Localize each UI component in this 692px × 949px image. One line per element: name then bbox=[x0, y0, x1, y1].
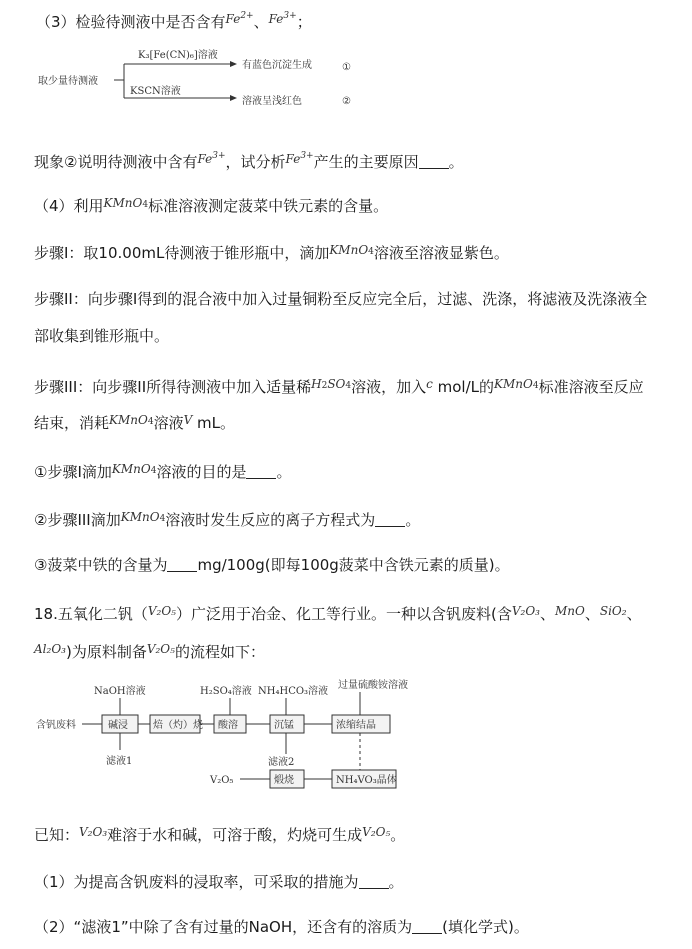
filt1-label: 滤液1 bbox=[106, 756, 133, 767]
q18-a: 18.五氧化二钒（ bbox=[34, 605, 148, 623]
h2so4-label: H₂SO₄溶液 bbox=[200, 686, 252, 697]
ammonium-label: 过量硫酸铵溶液 bbox=[338, 680, 408, 691]
p1-end: 。 bbox=[388, 873, 404, 891]
branch2-reagent: KSCN溶液 bbox=[130, 86, 181, 97]
answer-blank[interactable] bbox=[375, 511, 405, 527]
step2-line2: 部收集到锥形瓶中。 bbox=[34, 327, 170, 345]
answer-blank[interactable] bbox=[246, 463, 276, 479]
q18-sep3: 、 bbox=[626, 605, 642, 623]
branch1-num: ① bbox=[342, 62, 351, 73]
step3-l2a: 结束，消耗 bbox=[34, 414, 110, 432]
precip-label: 沉锰 bbox=[274, 720, 294, 731]
conc-label: 浓缩结晶 bbox=[336, 720, 376, 731]
q4-b: 标准溶液测定菠菜中铁元素的含量。 bbox=[148, 197, 389, 215]
q4-a: （4）利用 bbox=[34, 197, 104, 215]
diagram-start: 取少量待测液 bbox=[38, 76, 98, 87]
sio2-formula: SiO₂ bbox=[599, 604, 627, 618]
sub2-end: 。 bbox=[405, 511, 421, 529]
v2o5-formula: V₂O₅ bbox=[147, 604, 176, 618]
step3-c: mol/L的 bbox=[432, 378, 495, 396]
step3-d: 标准溶液至反应 bbox=[538, 378, 644, 396]
mno-formula: MnO bbox=[554, 604, 585, 618]
sub1-b: 溶液的目的是 bbox=[156, 463, 247, 481]
step1-a: 步骤I：取10.00mL待测液于锥形瓶中，滴加 bbox=[34, 244, 330, 262]
step3-line2 bbox=[34, 410, 235, 433]
naoh-label: NaOH溶液 bbox=[94, 686, 146, 697]
step2-line1: 步骤II：向步骤I得到的混合液中加入过量铜粉至反应完全后，过滤、洗涤，将滤液及洗涤液全 bbox=[34, 290, 648, 308]
filt2-label: 滤液2 bbox=[268, 757, 295, 768]
kmno4-formula: KMnO4 bbox=[120, 510, 166, 524]
sub2-line bbox=[34, 507, 420, 530]
fe3-formula-2: Fe3+ bbox=[285, 151, 314, 166]
step3-line1 bbox=[34, 374, 644, 397]
p2-a: （2）“滤液1”中除了含有过量的NaOH，还含有的溶质为 bbox=[34, 918, 413, 936]
kmno4-formula: KMnO4 bbox=[109, 413, 154, 427]
v2o3-formula-2: V₂O₃ bbox=[79, 825, 108, 839]
sub3-a: ③菠菜中铁的含量为 bbox=[34, 556, 168, 574]
v2o5-formula-3: V₂O₅ bbox=[362, 825, 391, 839]
sub1-end: 。 bbox=[276, 463, 292, 481]
v-variable: V bbox=[183, 413, 193, 427]
phen-b: ，试分析 bbox=[225, 153, 286, 171]
calc-label: 煅烧 bbox=[274, 775, 294, 786]
q3-sep: 、 bbox=[253, 13, 269, 31]
q3-line bbox=[36, 6, 312, 32]
q18-sep2: 、 bbox=[584, 605, 600, 623]
al2o3-formula: Al₂O₃ bbox=[34, 642, 66, 656]
sub2-a: ②步骤III滴加 bbox=[34, 511, 121, 529]
step3-b: 溶液，加入 bbox=[351, 378, 427, 396]
branch1-result: 有蓝色沉淀生成 bbox=[242, 60, 312, 71]
step3-l2b: 溶液 bbox=[153, 414, 184, 432]
sub1-a: ①步骤I滴加 bbox=[34, 463, 112, 481]
h2so4-formula: H2SO4 bbox=[311, 377, 352, 391]
kmno4-formula: KMnO4 bbox=[494, 377, 539, 391]
step1-b: 溶液至溶液显紫色。 bbox=[373, 244, 509, 262]
answer-blank[interactable] bbox=[359, 873, 389, 889]
acid-label: 酸溶 bbox=[218, 720, 238, 731]
known-a: 已知： bbox=[34, 826, 80, 844]
v2o5-formula-2: V₂O₅ bbox=[146, 642, 175, 656]
fe3-formula: Fe3+ bbox=[197, 151, 226, 166]
kmno4-formula: KMnO4 bbox=[329, 243, 374, 257]
sub3-b: mg/100g(即每100g菠菜中含铁元素的质量)。 bbox=[197, 556, 510, 574]
step3-a: 步骤III：向步骤II所得待测液中加入适量稀 bbox=[34, 378, 312, 396]
phenomenon-line bbox=[34, 146, 464, 172]
leach-label: 碱浸 bbox=[108, 720, 128, 731]
q18-l2b: 的流程如下： bbox=[174, 643, 265, 661]
p1-line bbox=[34, 872, 404, 892]
fe2-formula: Fe2+ bbox=[225, 11, 254, 26]
process-flow-diagram bbox=[30, 672, 430, 802]
feed-label: 含钒废料 bbox=[36, 720, 76, 731]
kmno4-formula: KMnO4 bbox=[103, 196, 149, 210]
q18-l2a: )为原料制备 bbox=[65, 643, 147, 661]
nh4vo3-label: NH₄VO₃晶体 bbox=[336, 775, 397, 786]
p2-b: (填化学式)。 bbox=[442, 918, 529, 936]
sub3-line bbox=[34, 555, 510, 575]
q18-line2 bbox=[34, 639, 265, 662]
roast-label: 焙（灼）烧 bbox=[153, 720, 203, 731]
q3-end: ； bbox=[296, 13, 312, 31]
product-label: V₂O₅ bbox=[210, 775, 234, 786]
test-diagram bbox=[30, 40, 370, 120]
known-line bbox=[34, 822, 405, 845]
p1-a: （1）为提高含钒废料的浸取率，可采取的措施为 bbox=[34, 873, 359, 891]
fe3-formula: Fe3+ bbox=[268, 11, 297, 26]
known-end: 。 bbox=[390, 826, 406, 844]
p2-line bbox=[34, 917, 529, 937]
known-b: 难溶于水和碱，可溶于酸，灼烧可生成 bbox=[107, 826, 363, 844]
branch1-reagent: K₃[Fe(CN)₆]溶液 bbox=[138, 50, 218, 61]
answer-blank[interactable] bbox=[419, 153, 449, 169]
q18-sep1: 、 bbox=[539, 605, 555, 623]
nh4hco3-label: NH₄HCO₃溶液 bbox=[258, 686, 329, 697]
branch2-result: 溶液呈浅红色 bbox=[242, 96, 302, 107]
v2o3-formula: V₂O₃ bbox=[511, 604, 540, 618]
q18-b: ）广泛用于冶金、化工等行业。一种以含钒废料(含 bbox=[175, 605, 512, 623]
c-variable: c bbox=[426, 377, 433, 391]
q18-line1 bbox=[34, 601, 642, 624]
sub1-line bbox=[34, 459, 291, 482]
sub2-b: 溶液时发生反应的离子方程式为 bbox=[165, 511, 376, 529]
phen-end: 。 bbox=[448, 153, 464, 171]
answer-blank[interactable] bbox=[167, 556, 197, 572]
phen-a: 现象②说明待测液中含有 bbox=[34, 153, 198, 171]
q3-label: （3）检验待测液中是否含有 bbox=[36, 13, 226, 31]
phen-c: 产生的主要原因 bbox=[313, 153, 419, 171]
branch2-num: ② bbox=[342, 96, 351, 107]
step1-line bbox=[34, 240, 509, 263]
q4-line bbox=[34, 193, 388, 216]
kmno4-formula: KMnO4 bbox=[111, 462, 157, 476]
answer-blank[interactable] bbox=[412, 918, 442, 934]
step3-l2c: mL。 bbox=[192, 414, 236, 432]
